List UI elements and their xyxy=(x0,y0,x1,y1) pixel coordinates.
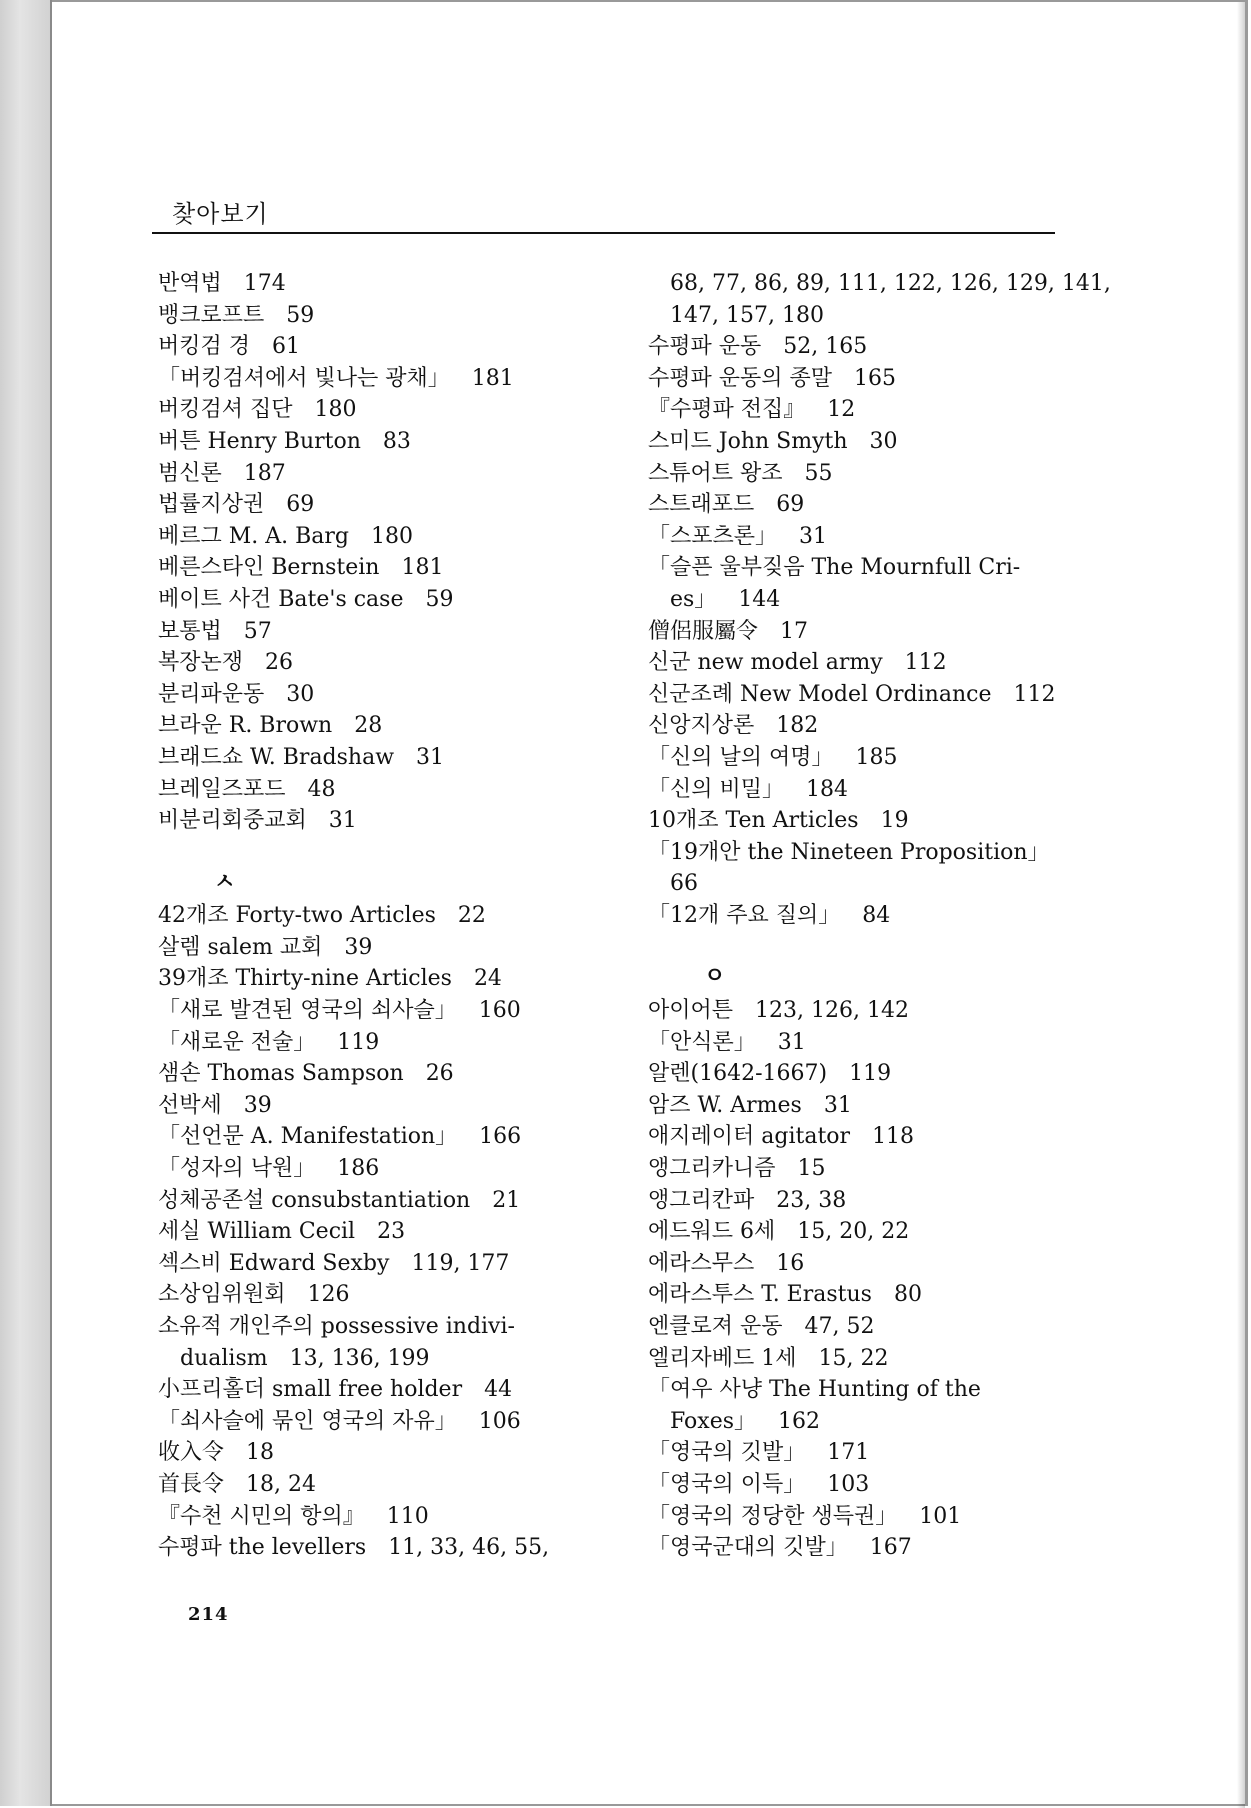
index-entry xyxy=(648,552,1088,584)
index-page-refs: 31 xyxy=(777,1029,806,1055)
index-term: 세실 William Cecil xyxy=(158,1219,356,1245)
index-term: 68, 77, 86, 89, 111, 122, 126, 129, 141, xyxy=(670,271,1111,296)
index-entry xyxy=(648,837,1088,869)
index-term: es」 xyxy=(670,586,717,612)
index-page-refs: 80 xyxy=(893,1282,922,1308)
index-entry xyxy=(648,774,1088,806)
index-entry xyxy=(158,363,618,395)
index-entry xyxy=(158,1153,618,1185)
index-term: 『수평파 전집』 xyxy=(648,397,806,423)
index-entry xyxy=(648,900,1088,932)
index-entry-continuation xyxy=(648,868,1088,900)
index-page-refs: 119 xyxy=(337,1029,380,1055)
index-term: Foxes」 xyxy=(670,1408,757,1434)
index-entry xyxy=(648,394,1088,426)
index-term: 복장논쟁 xyxy=(158,650,244,676)
index-term: 신앙지상론 xyxy=(648,713,755,739)
index-entry xyxy=(158,995,618,1027)
index-term: 뱅크로프트 xyxy=(158,302,265,328)
index-page-refs: 15, 22 xyxy=(818,1345,889,1371)
index-term: 브라운 R. Brown xyxy=(158,713,333,739)
index-entry xyxy=(648,1058,1088,1090)
index-page-refs: 101 xyxy=(919,1503,962,1529)
index-term: 성체공존설 consubstantiation xyxy=(158,1187,471,1213)
index-term: 살렘 salem 교회 xyxy=(158,934,323,960)
index-page-refs: 69 xyxy=(776,492,805,518)
index-term: 「슬픈 울부짖음 The Mournfull Cri- xyxy=(648,555,1021,581)
index-term: 버튼 Henry Burton xyxy=(158,428,361,454)
index-page-refs: 144 xyxy=(738,586,781,612)
index-term: 「쇠사슬에 묶인 영국의 자유」 xyxy=(158,1408,457,1434)
index-page-refs: 110 xyxy=(386,1503,429,1529)
index-group-right-b xyxy=(648,995,1088,1564)
index-entry xyxy=(648,1311,1088,1343)
index-page-refs: 48 xyxy=(307,776,336,802)
index-entry xyxy=(158,742,618,774)
index-column-right xyxy=(648,268,1111,1564)
index-entry xyxy=(158,1469,618,1501)
index-page-refs: 119 xyxy=(849,1061,892,1087)
index-group-left-a xyxy=(158,268,618,837)
index-entry xyxy=(648,489,1088,521)
index-page-refs: 23, 38 xyxy=(776,1187,847,1213)
index-entry xyxy=(648,1279,1088,1311)
index-entry xyxy=(158,1090,618,1122)
index-term: 알렌(1642-1667) xyxy=(648,1061,828,1087)
index-entry-continuation xyxy=(648,584,1088,616)
index-entry xyxy=(158,1121,618,1153)
index-entry-continuation xyxy=(648,268,1111,300)
index-page-refs: 165 xyxy=(854,365,897,391)
index-page-refs: 167 xyxy=(869,1535,912,1561)
index-term: 「스포츠론」 xyxy=(648,523,778,549)
index-term: 42개조 Forty-two Articles xyxy=(158,903,436,929)
index-entry xyxy=(648,1501,1088,1533)
index-entry xyxy=(158,1027,618,1059)
index-page-refs: 15 xyxy=(797,1156,826,1182)
index-term: 66 xyxy=(670,871,698,897)
index-entry xyxy=(648,805,1088,837)
index-page-refs: 119, 177 xyxy=(411,1250,510,1276)
index-page-refs: 57 xyxy=(243,618,272,644)
index-term: 「19개안 the Nineteen Proposition」 xyxy=(648,839,1050,865)
index-term: 에라스투스 T. Erastus xyxy=(648,1282,872,1308)
index-page-refs: 112 xyxy=(904,650,947,676)
index-term: 베르그 M. A. Barg xyxy=(158,523,350,549)
index-term: 버킹검 경 xyxy=(158,334,251,360)
index-term: 「신의 날의 여명」 xyxy=(648,744,834,770)
index-page-refs: 83 xyxy=(382,428,411,454)
index-term: 수평파 운동 xyxy=(648,334,762,360)
page-edge-shadow xyxy=(1237,2,1245,1808)
index-page-refs: 59 xyxy=(286,302,315,328)
index-term: 39개조 Thirty-nine Articles xyxy=(158,966,452,992)
index-page-refs: 166 xyxy=(479,1124,522,1150)
index-page-refs: 31 xyxy=(328,808,357,834)
index-page-refs: 11, 33, 46, 55, xyxy=(388,1535,550,1561)
index-entry xyxy=(158,1501,618,1533)
index-term: 분리파운동 xyxy=(158,681,265,707)
index-term: 「영국의 이득」 xyxy=(648,1471,806,1497)
index-term: 「성자의 낙원」 xyxy=(158,1156,316,1182)
index-column-left xyxy=(158,268,618,1564)
index-term: 섹스비 Edward Sexby xyxy=(158,1250,390,1276)
index-page-refs: 55 xyxy=(804,460,833,486)
index-page-refs: 187 xyxy=(243,460,286,486)
index-term: 엔클로져 운동 xyxy=(648,1314,783,1339)
index-page-refs: 162 xyxy=(778,1408,821,1434)
index-entry xyxy=(648,710,1088,742)
index-entry xyxy=(648,647,1088,679)
index-term: 「영국군대의 깃발」 xyxy=(648,1535,848,1561)
index-page-refs: 16 xyxy=(776,1250,805,1276)
index-entry xyxy=(158,458,618,490)
index-term: 브래드쇼 W. Bradshaw xyxy=(158,744,395,770)
page-number: 214 xyxy=(188,1604,229,1625)
index-term: 僧侶服屬令 xyxy=(648,618,759,644)
index-term: 신군조례 New Model Ordinance xyxy=(648,681,992,707)
index-entry xyxy=(158,932,618,964)
index-entry xyxy=(648,1090,1088,1122)
index-entry xyxy=(158,647,618,679)
index-group-right-a xyxy=(648,268,1111,931)
index-term: 비분리회중교회 xyxy=(158,808,307,834)
index-term: 스트래포드 xyxy=(648,492,755,518)
index-entry xyxy=(648,1343,1088,1375)
index-page-refs: 106 xyxy=(478,1408,521,1434)
index-page-refs: 22 xyxy=(457,903,486,929)
index-page-refs: 69 xyxy=(286,492,315,518)
index-term: 「신의 비밀」 xyxy=(648,776,785,802)
index-term: 신군 new model army xyxy=(648,650,883,676)
index-term: 법률지상권 xyxy=(158,492,265,518)
index-entry xyxy=(158,710,618,742)
index-entry xyxy=(648,1185,1088,1217)
index-term: 베른스타인 Bernstein xyxy=(158,555,380,581)
index-term: 스튜어트 왕조 xyxy=(648,460,783,486)
index-term: 首長令 xyxy=(158,1471,225,1497)
index-term: 「새로 발견된 영국의 쇠사슬」 xyxy=(158,998,457,1024)
index-term: 「선언문 A. Manifestation」 xyxy=(158,1124,458,1150)
index-page-refs: 174 xyxy=(243,271,286,296)
index-entry xyxy=(648,1153,1088,1185)
index-page-refs: 18 xyxy=(246,1440,275,1466)
index-page-refs: 171 xyxy=(827,1440,870,1466)
index-term: 범신론 xyxy=(158,460,222,486)
index-term: 엘리자베드 1세 xyxy=(648,1345,797,1371)
page-title: 찾아보기 xyxy=(172,200,269,228)
index-entry xyxy=(158,1279,618,1311)
index-term: 收入令 xyxy=(158,1440,225,1466)
index-entry xyxy=(158,1185,618,1217)
index-entry xyxy=(158,1374,618,1406)
index-term: 수평파 the levellers xyxy=(158,1535,367,1561)
index-term: 소유적 개인주의 possessive indivi- xyxy=(158,1314,515,1339)
index-page-refs: 13, 136, 199 xyxy=(289,1345,430,1371)
index-entry xyxy=(648,521,1088,553)
index-entry xyxy=(158,552,618,584)
index-term: 수평파 운동의 종말 xyxy=(648,365,833,391)
index-page-refs: 47, 52 xyxy=(804,1314,875,1339)
index-entry xyxy=(648,1027,1088,1059)
index-entry xyxy=(158,900,618,932)
index-term: 애지레이터 agitator xyxy=(648,1124,851,1150)
index-entry xyxy=(648,1532,1088,1564)
index-entry xyxy=(158,426,618,458)
index-page-refs: 59 xyxy=(425,586,454,612)
index-page-refs: 31 xyxy=(799,523,828,549)
index-term: 버킹검셔 집단 xyxy=(158,397,293,423)
index-entry xyxy=(158,489,618,521)
index-entry-continuation xyxy=(158,1343,618,1375)
index-page-refs: 39 xyxy=(243,1092,272,1118)
index-entry xyxy=(648,742,1088,774)
index-term: 「영국의 정당한 생득권」 xyxy=(648,1503,898,1529)
index-page-refs: 17 xyxy=(780,618,809,644)
index-entry xyxy=(158,774,618,806)
index-term: 「버킹검셔에서 빛나는 광채」 xyxy=(158,365,450,391)
index-page-refs: 126 xyxy=(307,1282,350,1308)
index-entry xyxy=(158,268,618,300)
index-entry xyxy=(648,1469,1088,1501)
index-page-refs: 52, 165 xyxy=(783,334,868,360)
index-page-refs: 180 xyxy=(314,397,357,423)
index-entry xyxy=(648,1248,1088,1280)
index-entry-continuation xyxy=(648,1406,1088,1438)
index-entry xyxy=(158,584,618,616)
index-entry xyxy=(158,331,618,363)
index-term: 「안식론」 xyxy=(648,1029,756,1055)
index-term: 아이어튼 xyxy=(648,998,734,1024)
index-page-refs: 23 xyxy=(377,1219,406,1245)
title-divider xyxy=(152,232,1055,234)
index-entry xyxy=(648,616,1088,648)
index-entry xyxy=(158,1216,618,1248)
index-entry xyxy=(158,394,618,426)
section-heading-ieung: ㅇ xyxy=(704,963,726,990)
index-entry xyxy=(158,1437,618,1469)
section-heading-siot: ㅅ xyxy=(214,868,236,895)
index-page-refs: 84 xyxy=(862,902,891,928)
index-term: 브레일즈포드 xyxy=(158,776,286,802)
index-page-refs: 15, 20, 22 xyxy=(797,1219,910,1245)
index-page-refs: 24 xyxy=(473,966,502,992)
index-entry xyxy=(648,363,1088,395)
index-entry xyxy=(648,1437,1088,1469)
index-entry xyxy=(648,458,1088,490)
index-term: 보통법 xyxy=(158,618,222,644)
index-page-refs: 30 xyxy=(869,428,898,454)
index-page-refs: 26 xyxy=(265,650,294,676)
index-term: 앵그리카니즘 xyxy=(648,1156,776,1182)
index-page-refs: 118 xyxy=(872,1124,915,1150)
index-term: 앵그리칸파 xyxy=(648,1187,755,1213)
index-page-refs: 30 xyxy=(286,681,315,707)
index-page-refs: 112 xyxy=(1013,681,1056,707)
index-entry xyxy=(158,300,618,332)
index-page-refs: 44 xyxy=(484,1377,513,1403)
index-term: 147, 157, 180 xyxy=(670,302,824,328)
index-page-refs: 160 xyxy=(478,998,521,1024)
index-term: 스미드 John Smyth xyxy=(648,428,848,454)
index-entry xyxy=(648,426,1088,458)
index-page-refs: 31 xyxy=(416,744,445,770)
index-entry xyxy=(648,995,1088,1027)
index-term: 「새로운 전술」 xyxy=(158,1029,316,1055)
index-page-refs: 61 xyxy=(272,334,301,360)
index-entry-continuation xyxy=(648,300,1088,332)
index-entry xyxy=(648,331,1088,363)
index-term: 반역법 xyxy=(158,271,222,296)
index-term: 「영국의 깃발」 xyxy=(648,1440,806,1466)
index-entry xyxy=(648,1216,1088,1248)
index-entry xyxy=(158,616,618,648)
index-entry xyxy=(158,679,618,711)
index-term: 베이트 사건 Bate's case xyxy=(158,586,404,612)
index-page-refs: 19 xyxy=(880,808,909,834)
index-page-refs: 186 xyxy=(337,1156,380,1182)
index-page-refs: 21 xyxy=(492,1187,521,1213)
index-term: 에라스무스 xyxy=(648,1250,755,1276)
index-group-left-b xyxy=(158,900,618,1563)
index-entry xyxy=(158,1311,618,1343)
index-term: 10개조 Ten Articles xyxy=(648,808,859,834)
index-term: 에드워드 6세 xyxy=(648,1219,776,1245)
book-spine xyxy=(0,0,52,1806)
index-page-refs: 181 xyxy=(401,555,444,581)
index-term: 「12개 주요 질의」 xyxy=(648,902,841,928)
index-term: 小프리홀더 small free holder xyxy=(158,1377,463,1403)
index-page-refs: 123, 126, 142 xyxy=(755,998,909,1024)
index-term: 선박세 xyxy=(158,1092,222,1118)
index-entry xyxy=(648,1374,1088,1406)
index-entry xyxy=(158,1406,618,1438)
index-page-refs: 28 xyxy=(354,713,383,739)
index-page-refs: 39 xyxy=(344,934,373,960)
index-page-refs: 181 xyxy=(471,365,514,391)
index-entry xyxy=(158,1532,618,1564)
index-entry xyxy=(158,1248,618,1280)
index-entry xyxy=(158,1058,618,1090)
index-term: dualism xyxy=(180,1345,268,1371)
index-page-refs: 26 xyxy=(425,1061,454,1087)
index-page-refs: 180 xyxy=(371,523,414,549)
index-page-refs: 182 xyxy=(776,713,819,739)
index-entry xyxy=(158,963,618,995)
index-entry xyxy=(158,521,618,553)
index-term: 『수천 시민의 항의』 xyxy=(158,1503,365,1529)
index-page-refs: 12 xyxy=(827,397,856,423)
index-term: 소상임위원회 xyxy=(158,1282,286,1308)
index-term: 샘손 Thomas Sampson xyxy=(158,1061,404,1087)
index-entry xyxy=(158,805,618,837)
index-page-refs: 103 xyxy=(827,1471,870,1497)
index-entry xyxy=(648,679,1088,711)
index-page-refs: 31 xyxy=(823,1092,852,1118)
index-term: 「여우 사냥 The Hunting of the xyxy=(648,1377,981,1403)
index-entry xyxy=(648,1121,1088,1153)
index-page-refs: 185 xyxy=(855,744,898,770)
index-term: 암즈 W. Armes xyxy=(648,1092,802,1118)
index-page-refs: 184 xyxy=(806,776,849,802)
index-page-refs: 18, 24 xyxy=(246,1471,316,1497)
